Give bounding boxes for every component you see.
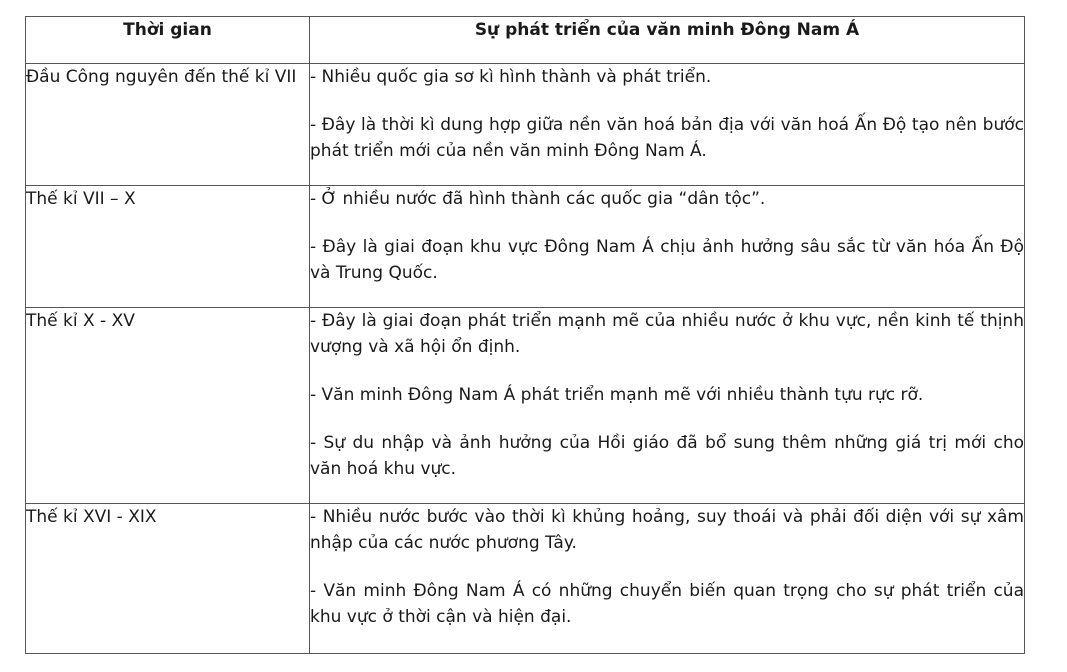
development-cell (310, 308, 1025, 504)
time-cell: Thế kỉ X - XV (26, 308, 310, 504)
table-row (26, 186, 1025, 308)
development-point: - Đây là giai đoạn phát triển mạnh mẽ của nhiều nước ở khu vực, nền kinh tế thịnh vượng và xã hội ổn định. (310, 311, 1024, 357)
header-time: Thời gian (26, 17, 310, 64)
development-point: - Nhiều quốc gia sơ kì hình thành và phát triển. (310, 67, 712, 87)
development-point: - Đây là thời kì dung hợp giữa nền văn hoá bản địa với văn hoá Ấn Độ tạo nên bước phát triển mới của nền văn minh Đông Nam Á. (310, 115, 1024, 161)
development-point: - Nhiều nước bước vào thời kì khủng hoảng, suy thoái và phải đối diện với sự xâm nhập của các nước phương Tây. (310, 507, 1024, 553)
development-cell (310, 504, 1025, 654)
development-point: - Văn minh Đông Nam Á có những chuyển biến quan trọng cho sự phát triển của khu vực ở thời cận và hiện đại. (310, 581, 1024, 627)
table-row (26, 64, 1025, 186)
development-point: - Ở nhiều nước đã hình thành các quốc gia “dân tộc”. (310, 189, 766, 209)
development-cell (310, 186, 1025, 308)
header-row (26, 17, 1025, 64)
time-cell: Thế kỉ XVI - XIX (26, 504, 310, 654)
development-point: - Văn minh Đông Nam Á phát triển mạnh mẽ với nhiều thành tựu rực rỡ. (310, 385, 924, 405)
time-cell: Đầu Công nguyên đến thế kỉ VII (26, 64, 310, 186)
development-cell (310, 64, 1025, 186)
history-table (25, 16, 1025, 654)
table-row (26, 308, 1025, 504)
header-development: Sự phát triển của văn minh Đông Nam Á (310, 17, 1025, 64)
development-point: - Đây là giai đoạn khu vực Đông Nam Á chịu ảnh hưởng sâu sắc từ văn hóa Ấn Độ và Trung Quốc. (310, 237, 1024, 283)
time-cell: Thế kỉ VII – X (26, 186, 310, 308)
development-point: - Sự du nhập và ảnh hưởng của Hồi giáo đã bổ sung thêm những giá trị mới cho văn hoá khu vực. (310, 433, 1024, 479)
table-row (26, 504, 1025, 654)
